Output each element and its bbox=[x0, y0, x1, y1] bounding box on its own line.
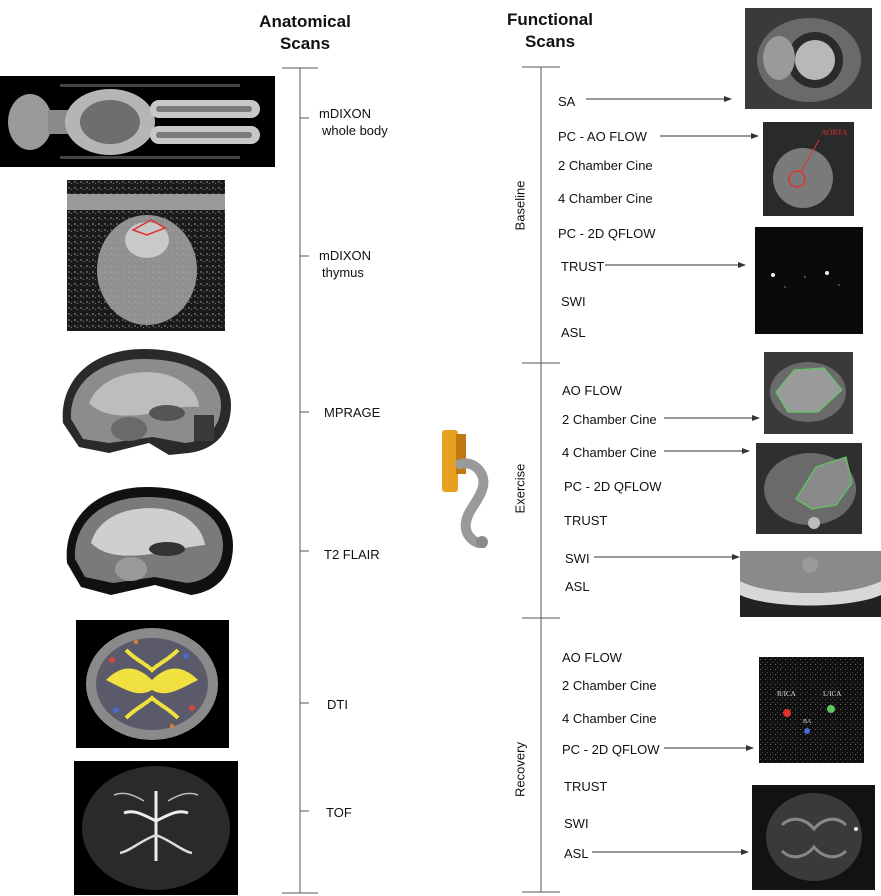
functional-header-line2: Scans bbox=[524, 32, 576, 51]
tof-image bbox=[74, 761, 238, 895]
recovery-item-trust: TRUST bbox=[564, 779, 608, 794]
baseline-item-pc-2d-qflow: PC - 2D QFLOW bbox=[558, 226, 656, 241]
dti-image bbox=[76, 620, 229, 748]
aortic-flow-icon bbox=[763, 122, 854, 216]
whole-body-mri-image bbox=[0, 76, 275, 167]
label-mdixon-whole-body: mDIXON whole body bbox=[319, 106, 388, 138]
recovery-item-pc-2d-qflow: PC - 2D QFLOW bbox=[562, 742, 660, 757]
section-label-exercise: Exercise bbox=[512, 463, 528, 514]
label-tof: TOF bbox=[326, 805, 352, 820]
recovery-item-swi: SWI bbox=[564, 816, 589, 831]
baseline-item-pc-ao-flow: PC - AO FLOW bbox=[558, 129, 647, 144]
baseline-item-trust: TRUST bbox=[561, 259, 605, 274]
exercise-item-trust: TRUST bbox=[564, 513, 608, 528]
asl-icon bbox=[752, 785, 875, 890]
qflow-recovery-image bbox=[759, 657, 864, 763]
swi-icon bbox=[740, 551, 881, 617]
sa-cardiac-image bbox=[745, 8, 872, 109]
baseline-item-2ch-cine: 2 Chamber Cine bbox=[558, 158, 653, 173]
section-label-recovery: Recovery bbox=[512, 742, 528, 797]
label-dti: DTI bbox=[327, 697, 348, 712]
four-chamber-cardiac-icon bbox=[756, 443, 862, 534]
aorta-annotation: AORTA bbox=[821, 128, 848, 137]
recovery-item-4ch-cine: 4 Chamber Cine bbox=[562, 711, 657, 726]
label-t2-flair: T2 FLAIR bbox=[324, 547, 380, 562]
ba-annotation: BA bbox=[803, 719, 812, 725]
brain-dti-axial-icon bbox=[76, 620, 229, 748]
anatomical-header-line2: Scans bbox=[279, 34, 331, 53]
carotid-qflow-icon bbox=[759, 657, 864, 763]
functional-header-line1: Functional bbox=[507, 10, 593, 29]
t2-flair-brain-image bbox=[55, 481, 240, 601]
exercise-item-swi: SWI bbox=[565, 551, 590, 566]
asl-recovery-image bbox=[752, 785, 875, 890]
ao-flow-image bbox=[763, 122, 854, 216]
recovery-item-ao-flow: AO FLOW bbox=[562, 650, 622, 665]
recovery-item-asl: ASL bbox=[564, 846, 589, 861]
ergometer-participant-image bbox=[438, 424, 502, 548]
trust-icon bbox=[755, 227, 863, 334]
lica-annotation: L/ICA bbox=[823, 690, 842, 698]
baseline-item-sa: SA bbox=[558, 94, 576, 109]
brain-sagittal-t1-icon bbox=[49, 343, 239, 461]
two-chamber-cardiac-icon bbox=[764, 352, 853, 434]
thymus-mri-image bbox=[67, 180, 225, 331]
baseline-item-4ch-cine: 4 Chamber Cine bbox=[558, 191, 653, 206]
exercise-item-4ch-cine: 4 Chamber Cine bbox=[562, 445, 657, 460]
label-mprage: MPRAGE bbox=[324, 405, 381, 420]
exercise-item-asl: ASL bbox=[565, 579, 590, 594]
swi-image bbox=[740, 551, 881, 617]
short-axis-cardiac-icon bbox=[745, 8, 872, 109]
exercise-item-pc-2d-qflow: PC - 2D QFLOW bbox=[564, 479, 662, 494]
baseline-item-swi: SWI bbox=[561, 294, 586, 309]
exercise-item-ao-flow: AO FLOW bbox=[562, 383, 622, 398]
ergometer-participant-icon bbox=[438, 424, 502, 548]
thymus-mri-icon bbox=[67, 180, 225, 331]
exercise-item-2ch-cine: 2 Chamber Cine bbox=[562, 412, 657, 427]
baseline-item-asl: ASL bbox=[561, 325, 586, 340]
two-chamber-cine-image bbox=[764, 352, 853, 434]
brain-angiography-icon bbox=[74, 761, 238, 895]
mprage-brain-image bbox=[49, 343, 239, 461]
whole-body-mri-icon bbox=[0, 76, 275, 167]
section-label-baseline: Baseline bbox=[512, 180, 528, 231]
trust-image bbox=[755, 227, 863, 334]
four-chamber-cine-image bbox=[756, 443, 862, 534]
anatomical-header-line1: Anatomical bbox=[259, 12, 351, 31]
brain-sagittal-flair-icon bbox=[55, 481, 240, 601]
recovery-item-2ch-cine: 2 Chamber Cine bbox=[562, 678, 657, 693]
label-mdixon-thymus: mDIXON thymus bbox=[319, 248, 371, 280]
rica-annotation: R/ICA bbox=[777, 690, 796, 698]
